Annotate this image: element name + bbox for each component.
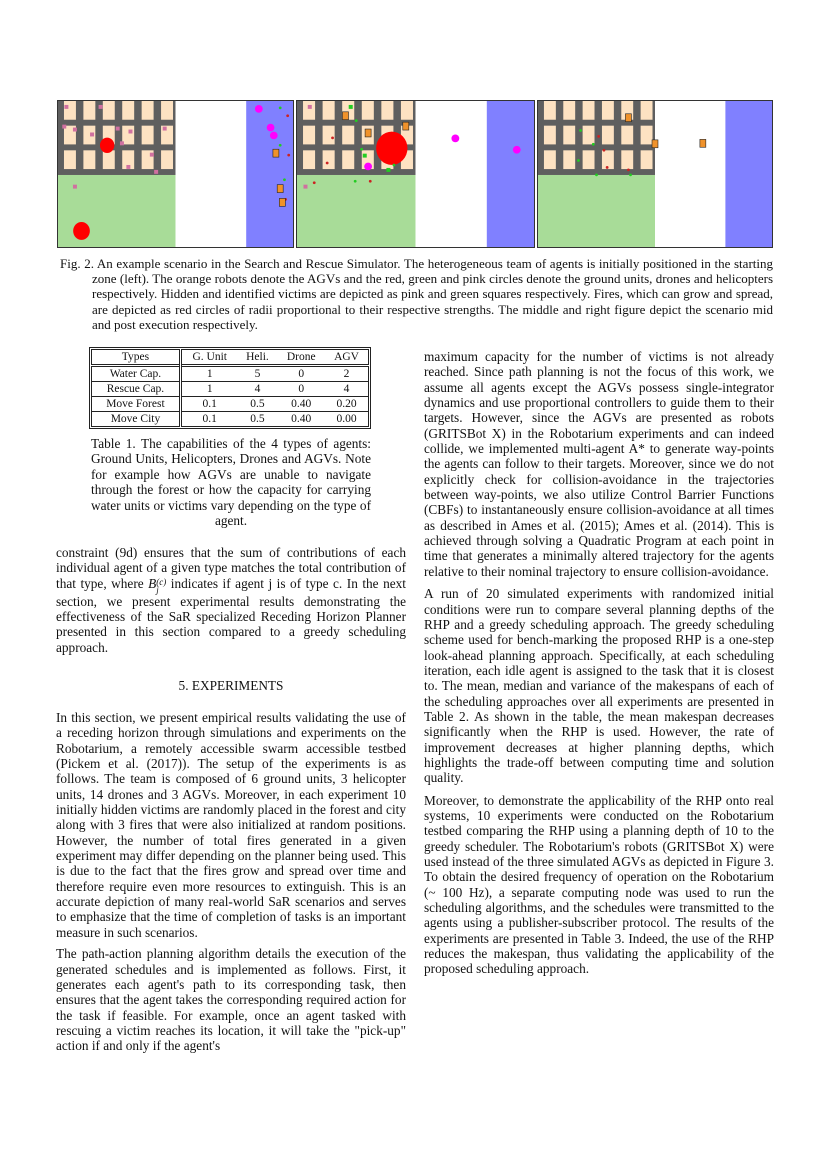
agv-robot-marker — [700, 139, 706, 147]
math-symbol: B — [148, 575, 157, 591]
building — [583, 150, 595, 169]
agent-dot — [597, 135, 600, 138]
forest-zone — [538, 175, 655, 247]
agent-dot — [603, 149, 606, 152]
table-header: Heli. — [246, 351, 269, 363]
building — [161, 150, 173, 169]
helicopter-marker — [364, 163, 372, 171]
agent-dot — [606, 166, 609, 169]
agent-dot — [283, 178, 286, 181]
hidden-victim-marker — [303, 185, 307, 189]
hidden-victim-marker — [116, 127, 120, 131]
math-superscript: (c) — [156, 576, 167, 587]
table-row — [92, 382, 369, 397]
agent-dot — [629, 173, 632, 176]
fire-marker — [100, 138, 114, 153]
building — [83, 150, 95, 169]
building — [563, 101, 575, 120]
table-cell: 0 — [298, 368, 305, 380]
paragraph: A run of 20 simulated experiments with randomized initial conditions were run to compare several planning depths of the RHP and a greedy scheduling approach. The greedy scheduling scheme used for bench-marking the proposed RHP is a one-step look-ahead planning approach. Specifically, at each scheduling iteration, each idle agent is assigned to the task that it is closest to. The mean, median and variance of the makespans of each of the scheduling approaches over all experiments are presented in Table 2. As shown in the table, the mean makespan decreases significantly when the RHP is used. However, the rate of improvement decreases at higher planning depths, which highlights the trade-off between computing time and solution quality. — [424, 586, 774, 786]
building — [563, 126, 575, 145]
hidden-victim-marker — [73, 128, 77, 132]
building — [303, 101, 315, 120]
capabilities-table — [91, 349, 369, 427]
agent-dot — [355, 119, 358, 122]
table-cell: 4 — [254, 383, 261, 395]
table-cell: Move City — [92, 412, 181, 427]
table-cell: 1 — [206, 383, 213, 395]
building — [83, 101, 95, 120]
table-row — [92, 366, 369, 382]
table-cell: 5 — [254, 368, 261, 380]
helicopter-marker — [513, 146, 521, 154]
table-cell: 0.5 — [250, 398, 265, 410]
forest-zone — [297, 175, 416, 247]
building — [381, 101, 393, 120]
found-victim-marker — [349, 105, 353, 109]
building — [323, 126, 335, 145]
table-header: G. Unit — [192, 351, 227, 363]
found-victim-marker — [386, 168, 390, 172]
table-cell: 0.1 — [202, 398, 217, 410]
table-cell: 2 — [343, 368, 350, 380]
hidden-victim-marker — [99, 105, 103, 109]
hidden-victim-marker — [126, 165, 130, 169]
water-zone — [487, 101, 534, 247]
building — [602, 150, 614, 169]
agent-dot — [287, 154, 290, 157]
table-cell: 0.40 — [291, 413, 312, 425]
agent-dot — [579, 129, 582, 132]
agent-dot — [595, 173, 598, 176]
right-column — [424, 349, 774, 977]
paragraph: maximum capacity for the number of victims is not already reached. Since path planning is not the focus of this work, we assume all agents except the AGVs possess single-integrator dynamics and use proportional controllers to guide them to their targets. However, since the AGVs are presented as robots (GRITSBot X) in the Robotarium experiments and can indeed collide, we implemented multi-agent A* to generate way-points the agents can follow to their targets. Moreover, since we do not explicitly check for collision-avoidance in the trajectories between way-points, we also utilize Control Barrier Functions (CBFs) to instantaneously ensure collision-avoidance at all times as described in Ames et al. (2015); Ames et al. (2014). This is achieved through solving a Quadratic Program at each point in time that generates a minimally altered trajectory for the agents relative to their nominal trajectory to ensure collision-avoidance. — [424, 349, 774, 579]
fire-marker — [376, 132, 407, 165]
figure-panel-mid — [296, 100, 535, 248]
building — [342, 126, 354, 145]
paragraph: In this section, we present empirical results validating the use of a receding horizon through simulations and experiments on the Robotarium, a remotely accessible swarm accessible testbed (Pickem et al. (2017)). The setup of the experiments is as follows. The team is composed of 6 ground units, 3 helicopter units, 14 drones and 3 AGVs. Moreover, in each experiment 10 initially hidden victims are randomly placed in the forest and city along with 3 fires that were also initialized at random positions. However, the number of total fires generated in a given experiment may differ depending on the planner being used. This is due to the fact that the fires grow and spread over time and therefore require even more resources to extinguish. This is an accurate depiction of many real-world SaR scenarios and serves to emphasize that the time of completion of tasks is an important measure in such scenarios. — [56, 710, 406, 940]
table-header: Drone — [286, 351, 316, 363]
agent-dot — [627, 169, 630, 172]
agent-dot — [577, 159, 580, 162]
table-cell: Rescue Cap. — [92, 382, 181, 397]
agent-dot — [331, 137, 334, 140]
agv-robot-marker — [273, 149, 279, 157]
table-cell: 1 — [206, 368, 213, 380]
hidden-victim-marker — [64, 105, 68, 109]
table-caption: Table 1. The capabilities of the 4 types of agents: Ground Units, Helicopters, Drones and AGVs. Note for example how AGVs are unable to navigate through the forest or how the capacity for carrying water units or victims vary depending on the type of agent. — [91, 436, 371, 529]
building — [303, 126, 315, 145]
left-column-bottom — [56, 710, 406, 1054]
hidden-victim-marker — [90, 132, 94, 136]
building — [641, 150, 653, 169]
building — [362, 101, 374, 120]
agv-robot-marker — [365, 129, 371, 137]
building — [323, 150, 335, 169]
table-header: Types — [92, 350, 181, 366]
agent-dot — [313, 181, 316, 184]
text: constraint (9d) ensures that the sum of contributions of each individual agent of a given type matches the total contribution of that type, where — [56, 545, 406, 591]
fire-marker — [73, 222, 90, 240]
table-row — [92, 412, 369, 427]
agv-robot-marker — [403, 122, 409, 130]
building — [641, 126, 653, 145]
building — [122, 101, 134, 120]
table-cell: 0.1 — [202, 413, 217, 425]
table-cell: 0.40 — [291, 398, 312, 410]
building — [142, 101, 154, 120]
agent-dot — [369, 180, 372, 183]
table-cell: Move Forest — [92, 397, 181, 412]
agv-robot-marker — [625, 114, 631, 122]
building — [103, 101, 115, 120]
building — [583, 126, 595, 145]
table-cell: 0.00 — [336, 413, 357, 425]
figure-panel-post — [537, 100, 773, 248]
hidden-victim-marker — [308, 105, 312, 109]
water-zone — [246, 101, 293, 247]
building — [323, 101, 335, 120]
figure-panel-start — [57, 100, 294, 248]
agv-robot-marker — [277, 185, 283, 193]
table-cell: 0 — [298, 383, 305, 395]
figure-caption: Fig. 2. An example scenario in the Search and Rescue Simulator. The heterogeneous team of agents is initially positioned in the starting zone (left). The orange robots denote the AGVs and the red, green and pink circles denote the ground units, drones and helicopters respectively. Hidden and identified victims are depicted as pink and green squares respectively. Fires, which can grow and spread, are depicted as red circles of radii proportional to their respective strengths. The middle and right figure depict the scenario mid and post execution respectively. — [60, 256, 773, 332]
math-subscript: j — [156, 584, 159, 595]
agent-dot — [279, 144, 282, 147]
building — [122, 126, 134, 145]
building — [583, 101, 595, 120]
agent-dot — [354, 180, 357, 183]
building — [64, 101, 76, 120]
agent-dot — [393, 164, 396, 167]
hidden-victim-marker — [154, 170, 158, 174]
agent-dot — [360, 148, 363, 151]
building — [621, 150, 633, 169]
agent-dot — [326, 162, 329, 165]
text: indicates if agent j is of type c. In the next section, we present experimental results demonstrating the effectiveness of the SaR specialized Receding Horizon Planner presented in this section compared to a greedy scheduling approach. — [56, 575, 406, 655]
hidden-victim-marker — [120, 141, 124, 145]
building — [641, 101, 653, 120]
helicopter-marker — [267, 124, 275, 132]
left-column-top — [56, 545, 406, 655]
building — [621, 126, 633, 145]
found-victim-marker — [363, 154, 367, 158]
table-header: AGV — [334, 351, 359, 363]
table-cell: Water Cap. — [92, 366, 181, 382]
helicopter-marker — [451, 135, 459, 143]
agent-dot — [286, 114, 289, 117]
agent-dot — [592, 143, 595, 146]
agv-robot-marker — [652, 140, 658, 148]
building — [64, 150, 76, 169]
table-cell: 0.5 — [250, 413, 265, 425]
building — [103, 150, 115, 169]
building — [342, 150, 354, 169]
building — [303, 150, 315, 169]
building — [544, 126, 556, 145]
hidden-victim-marker — [62, 125, 66, 129]
helicopter-marker — [270, 132, 278, 140]
table-cell: 0.20 — [336, 398, 357, 410]
building — [544, 101, 556, 120]
table-row — [92, 397, 369, 412]
building — [401, 101, 413, 120]
building — [142, 126, 154, 145]
hidden-victim-marker — [129, 130, 133, 134]
paragraph: The path-action planning algorithm details the execution of the generated schedules and is implemented as follows. First, it generates each agent's path to its corresponding task, then ensures that the agent takes the corresponding required action for the task if feasible. For example, once an agent tasked with rescuing a victim reaches its location, it will take the "pick-up" action if and only if the agent's — [56, 946, 406, 1054]
paragraph — [56, 545, 406, 655]
building — [602, 126, 614, 145]
building — [602, 101, 614, 120]
section-heading: 5. EXPERIMENTS — [178, 678, 284, 693]
paragraph: Moreover, to demonstrate the applicability of the RHP onto real systems, 10 experiments were conducted on the Robotarium testbed comparing the RHP using a planning depth of 10 to the greedy scheduler. The Robotarium's robots (GRITSBot X) were used instead of the three simulated AGVs as depicted in Figure 3. To obtain the desired frequency of operation on the Robotarium (~ 100 Hz), a separate computing node was used to run the scheduling algorithms, and the schedules were transmitted to the agents using a publisher-subscriber protocol. The results of the experiments are presented in Table 3. Indeed, the use of the RHP reduces the makespan, thus validating the applicability of the proposed scheduling approach. — [424, 792, 774, 977]
building — [161, 101, 173, 120]
agent-dot — [279, 107, 282, 110]
hidden-victim-marker — [163, 127, 167, 131]
agv-robot-marker — [279, 198, 285, 206]
agv-robot-marker — [342, 112, 348, 120]
table-cell: 4 — [343, 383, 350, 395]
hidden-victim-marker — [73, 185, 77, 189]
building — [544, 150, 556, 169]
building — [563, 150, 575, 169]
hidden-victim-marker — [150, 153, 154, 157]
helicopter-marker — [255, 105, 263, 113]
water-zone — [725, 101, 772, 247]
